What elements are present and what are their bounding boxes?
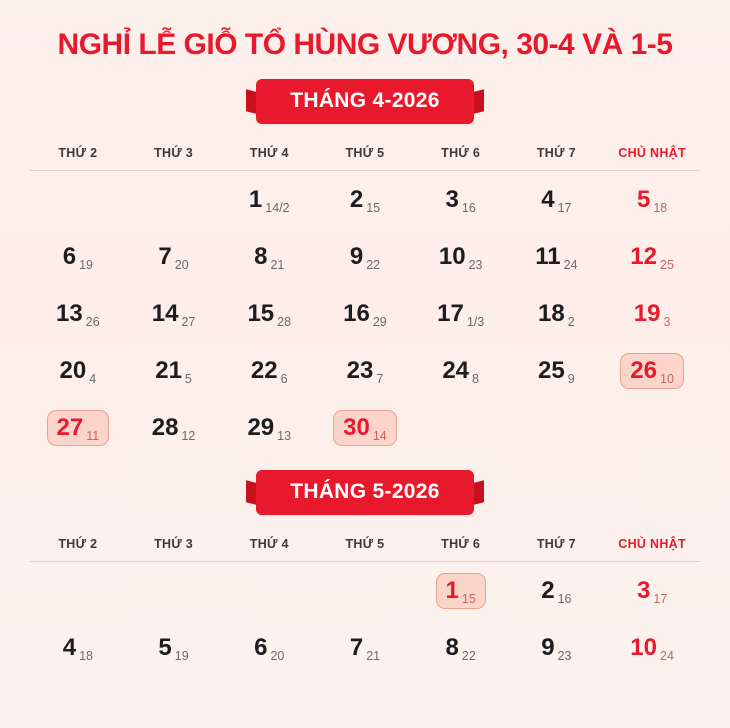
calendar-cell-day[interactable] bbox=[413, 171, 509, 229]
weekday-thu: THỨ 5 bbox=[317, 134, 413, 171]
calendar-cell-empty bbox=[413, 399, 509, 456]
calendar-cell-empty bbox=[30, 171, 126, 229]
solar-date: 1 bbox=[445, 576, 459, 604]
day-cell bbox=[238, 297, 300, 331]
lunar-date: 29 bbox=[372, 314, 387, 329]
lunar-date: 26 bbox=[85, 314, 100, 329]
calendar-cell-day[interactable] bbox=[30, 285, 126, 342]
solar-date: 19 bbox=[633, 299, 661, 327]
calendar-cell-day[interactable] bbox=[221, 228, 317, 285]
day-cell bbox=[532, 631, 580, 665]
solar-date: 24 bbox=[442, 356, 470, 384]
day-cell bbox=[532, 574, 580, 608]
solar-date: 18 bbox=[538, 299, 565, 327]
calendar-cell-empty bbox=[221, 562, 317, 620]
day-cell bbox=[621, 631, 683, 665]
day-cell bbox=[341, 183, 389, 217]
lunar-date: 18 bbox=[653, 200, 668, 215]
calendar-cell-day[interactable] bbox=[509, 562, 605, 620]
day-cell bbox=[143, 411, 205, 445]
lunar-date: 27 bbox=[181, 314, 196, 329]
weekday-header-row-may bbox=[30, 525, 700, 562]
day-cell bbox=[625, 297, 680, 331]
weekday-thu: THỨ 5 bbox=[317, 525, 413, 562]
solar-date: 23 bbox=[346, 356, 374, 384]
solar-date: 2 bbox=[541, 576, 555, 604]
calendar-cell-holiday[interactable] bbox=[413, 562, 509, 620]
day-cell bbox=[54, 240, 102, 274]
calendar-week-row bbox=[30, 285, 700, 342]
day-cell bbox=[529, 354, 584, 388]
calendar-cell-day[interactable] bbox=[30, 228, 126, 285]
day-cell bbox=[240, 183, 299, 217]
lunar-date: 5 bbox=[184, 371, 192, 386]
calendar-cell-day[interactable] bbox=[221, 285, 317, 342]
day-cell bbox=[149, 240, 197, 274]
calendar-week-row bbox=[30, 228, 700, 285]
weekday-sun: CHỦ NHẬT bbox=[604, 134, 700, 171]
day-cell bbox=[242, 354, 297, 388]
lunar-date: 19 bbox=[174, 648, 189, 663]
solar-date: 30 bbox=[343, 413, 370, 441]
lunar-date: 9 bbox=[567, 371, 575, 386]
day-cell bbox=[238, 411, 300, 445]
solar-date: 2 bbox=[349, 185, 364, 213]
calendar-cell-day[interactable] bbox=[604, 285, 700, 342]
calendar-cell-day[interactable] bbox=[126, 285, 222, 342]
solar-date: 20 bbox=[59, 356, 87, 384]
day-cell bbox=[428, 297, 493, 331]
solar-date: 15 bbox=[247, 299, 275, 327]
lunar-date: 2 bbox=[567, 314, 575, 329]
calendar-table-april bbox=[30, 134, 700, 456]
weekday-fri: THỨ 6 bbox=[413, 134, 509, 171]
solar-date: 26 bbox=[630, 356, 657, 384]
calendar-cell-day[interactable] bbox=[126, 619, 222, 676]
solar-date: 7 bbox=[158, 242, 172, 270]
month-banner-may: THÁNG 5-2026 bbox=[256, 470, 473, 515]
calendar-body-april bbox=[30, 171, 700, 457]
weekday-mon: THỨ 2 bbox=[30, 134, 126, 171]
day-cell bbox=[437, 183, 485, 217]
weekday-sun: CHỦ NHẬT bbox=[604, 525, 700, 562]
lunar-date: 22 bbox=[366, 257, 381, 272]
calendar-cell-empty bbox=[604, 399, 700, 456]
solar-date: 6 bbox=[254, 633, 268, 661]
lunar-date: 7 bbox=[376, 371, 384, 386]
solar-date: 9 bbox=[541, 633, 555, 661]
solar-date: 27 bbox=[56, 413, 84, 441]
solar-date: 16 bbox=[343, 299, 370, 327]
calendar-cell-day[interactable] bbox=[30, 619, 126, 676]
solar-date: 11 bbox=[535, 242, 561, 270]
calendar-cell-day[interactable] bbox=[509, 171, 605, 229]
day-cell bbox=[143, 297, 205, 331]
day-cell bbox=[430, 240, 492, 274]
calendar-cell-empty bbox=[509, 399, 605, 456]
day-cell bbox=[338, 354, 393, 388]
lunar-date: 20 bbox=[270, 648, 285, 663]
solar-date: 5 bbox=[158, 633, 172, 661]
day-cell bbox=[333, 410, 397, 446]
lunar-date: 20 bbox=[174, 257, 189, 272]
calendar-cell-day[interactable] bbox=[509, 228, 605, 285]
lunar-date: 21 bbox=[270, 257, 285, 272]
calendar-cell-day[interactable] bbox=[30, 342, 126, 399]
weekday-wed: THỨ 4 bbox=[221, 525, 317, 562]
solar-date: 1 bbox=[248, 185, 263, 213]
lunar-date: 28 bbox=[277, 314, 292, 329]
calendar-cell-holiday[interactable] bbox=[604, 342, 700, 399]
day-cell bbox=[621, 240, 683, 274]
solar-date: 28 bbox=[151, 413, 179, 441]
calendar-cell-empty bbox=[126, 562, 222, 620]
solar-date: 4 bbox=[62, 633, 77, 661]
month-banner-may-wrap bbox=[0, 470, 730, 515]
solar-date: 5 bbox=[636, 185, 651, 213]
calendar-cell-day[interactable] bbox=[604, 619, 700, 676]
calendar-cell-day[interactable] bbox=[413, 285, 509, 342]
solar-date: 6 bbox=[62, 242, 77, 270]
calendar-cell-day[interactable] bbox=[221, 619, 317, 676]
solar-date: 12 bbox=[630, 242, 657, 270]
day-cell bbox=[47, 297, 109, 331]
calendar-cell-day[interactable] bbox=[604, 171, 700, 229]
calendar-cell-holiday[interactable] bbox=[30, 399, 126, 456]
solar-date: 29 bbox=[247, 413, 275, 441]
calendar-table-may bbox=[30, 525, 700, 676]
calendar-week-row bbox=[30, 171, 700, 229]
solar-date: 8 bbox=[445, 633, 459, 661]
lunar-date: 16 bbox=[461, 200, 476, 215]
weekday-tue: THỨ 3 bbox=[126, 525, 222, 562]
solar-date: 21 bbox=[155, 356, 182, 384]
lunar-date: 15 bbox=[461, 591, 476, 606]
calendar-cell-day[interactable] bbox=[126, 228, 222, 285]
lunar-date: 25 bbox=[660, 257, 674, 272]
day-cell bbox=[526, 240, 586, 274]
weekday-wed: THỨ 4 bbox=[221, 134, 317, 171]
lunar-date: 22 bbox=[461, 648, 476, 663]
calendar-cell-day[interactable] bbox=[317, 619, 413, 676]
calendar-week-row bbox=[30, 562, 700, 620]
day-cell bbox=[433, 354, 488, 388]
day-cell bbox=[341, 240, 389, 274]
day-cell bbox=[47, 410, 110, 446]
solar-date: 22 bbox=[250, 356, 278, 384]
lunar-date: 21 bbox=[366, 648, 381, 663]
calendar-week-row bbox=[30, 619, 700, 676]
calendar-cell-day[interactable] bbox=[509, 619, 605, 676]
calendar-cell-day[interactable] bbox=[317, 285, 413, 342]
calendar-cell-empty bbox=[30, 562, 126, 620]
day-cell bbox=[532, 183, 580, 217]
calendar-cell-holiday[interactable] bbox=[317, 399, 413, 456]
page-title: NGHỈ LỄ GIỖ TỔ HÙNG VƯƠNG, 30-4 VÀ 1-5 bbox=[57, 28, 673, 61]
day-cell bbox=[51, 354, 106, 388]
lunar-date: 19 bbox=[79, 257, 93, 272]
lunar-date: 15 bbox=[366, 200, 381, 215]
solar-date: 9 bbox=[349, 242, 364, 270]
day-cell bbox=[620, 353, 684, 389]
calendar-cell-day[interactable] bbox=[317, 171, 413, 229]
calendar-cell-day[interactable] bbox=[126, 399, 222, 456]
calendar-cell-day[interactable] bbox=[221, 399, 317, 456]
calendar-cell-day[interactable] bbox=[317, 228, 413, 285]
weekday-sat: THỨ 7 bbox=[509, 134, 605, 171]
lunar-date: 11 bbox=[86, 428, 100, 443]
calendar-cell-empty bbox=[317, 562, 413, 620]
solar-date: 3 bbox=[636, 576, 651, 604]
weekday-fri: THỨ 6 bbox=[413, 525, 509, 562]
day-cell bbox=[54, 631, 102, 665]
day-cell bbox=[334, 297, 396, 331]
calendar-cell-day[interactable] bbox=[317, 342, 413, 399]
lunar-date: 10 bbox=[660, 371, 674, 386]
calendar-cell-day[interactable] bbox=[413, 228, 509, 285]
calendar-cell-day[interactable] bbox=[509, 285, 605, 342]
lunar-date: 24 bbox=[563, 257, 578, 272]
weekday-header-row-april bbox=[30, 134, 700, 171]
calendar-cell-day[interactable] bbox=[221, 342, 317, 399]
calendar-week-row bbox=[30, 399, 700, 456]
calendar-cell-day[interactable] bbox=[413, 619, 509, 676]
lunar-date: 18 bbox=[79, 648, 93, 663]
calendar-cell-day[interactable] bbox=[604, 562, 700, 620]
calendar-week-row bbox=[30, 342, 700, 399]
solar-date: 7 bbox=[349, 633, 364, 661]
day-cell bbox=[245, 240, 293, 274]
lunar-date: 14 bbox=[372, 428, 387, 443]
calendar-body-may bbox=[30, 562, 700, 677]
lunar-date: 1/3 bbox=[466, 314, 485, 329]
day-cell bbox=[628, 183, 676, 217]
solar-date: 14 bbox=[151, 299, 179, 327]
lunar-date: 4 bbox=[89, 371, 97, 386]
day-cell bbox=[146, 354, 201, 388]
day-cell bbox=[436, 573, 486, 609]
weekday-tue: THỨ 3 bbox=[126, 134, 222, 171]
solar-date: 17 bbox=[437, 299, 464, 327]
lunar-date: 23 bbox=[468, 257, 483, 272]
solar-date: 3 bbox=[445, 185, 459, 213]
weekday-sat: THỨ 7 bbox=[509, 525, 605, 562]
calendar-cell-empty bbox=[126, 171, 222, 229]
day-cell bbox=[529, 297, 584, 331]
month-banner-april: THÁNG 4-2026 bbox=[256, 79, 473, 124]
lunar-date: 8 bbox=[472, 371, 479, 386]
solar-date: 4 bbox=[541, 185, 555, 213]
day-cell bbox=[245, 631, 293, 665]
solar-date: 13 bbox=[56, 299, 83, 327]
lunar-date: 23 bbox=[557, 648, 572, 663]
lunar-date: 17 bbox=[653, 591, 668, 606]
solar-date: 10 bbox=[438, 242, 466, 270]
lunar-date: 13 bbox=[277, 428, 292, 443]
month-banner-april-wrap bbox=[0, 79, 730, 124]
calendar-cell-day[interactable] bbox=[221, 171, 317, 229]
lunar-date: 24 bbox=[660, 648, 674, 663]
day-cell bbox=[149, 631, 197, 665]
day-cell bbox=[341, 631, 389, 665]
lunar-date: 17 bbox=[557, 200, 572, 215]
weekday-mon: THỨ 2 bbox=[30, 525, 126, 562]
day-cell bbox=[628, 574, 676, 608]
lunar-date: 3 bbox=[663, 314, 671, 329]
lunar-date: 16 bbox=[557, 591, 572, 606]
calendar-cell-day[interactable] bbox=[509, 342, 605, 399]
lunar-date: 6 bbox=[280, 371, 288, 386]
day-cell bbox=[437, 631, 485, 665]
solar-date: 25 bbox=[538, 356, 565, 384]
calendar-cell-day[interactable] bbox=[413, 342, 509, 399]
calendar-cell-day[interactable] bbox=[126, 342, 222, 399]
lunar-date: 12 bbox=[181, 428, 196, 443]
calendar-cell-day[interactable] bbox=[604, 228, 700, 285]
solar-date: 8 bbox=[254, 242, 268, 270]
lunar-date: 14/2 bbox=[265, 200, 290, 215]
solar-date: 10 bbox=[630, 633, 657, 661]
